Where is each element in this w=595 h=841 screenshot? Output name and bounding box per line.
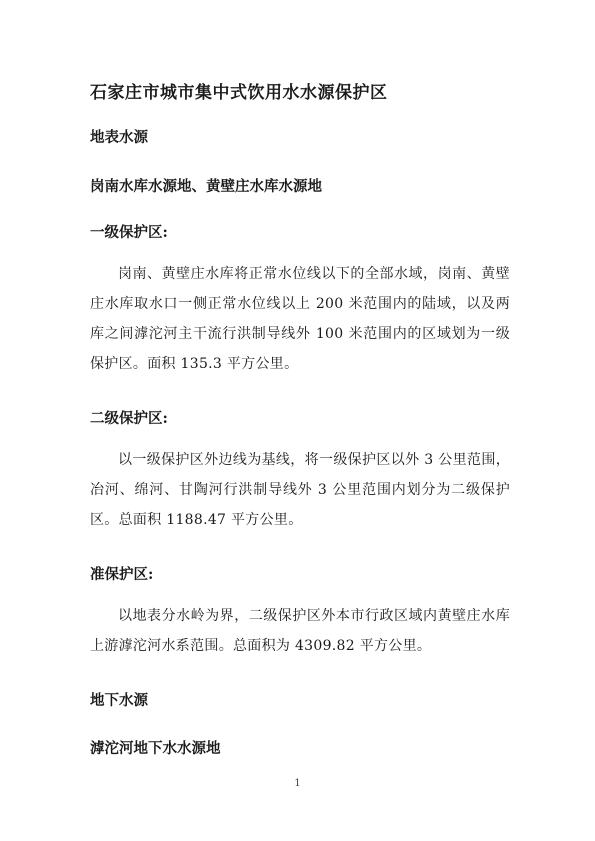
- subsection-heading-reservoir-sources: 岗南水库水源地、黄壁庄水库水源地: [90, 178, 322, 195]
- paragraph-level2-protection-zone: 以一级保护区外边线为基线，将一级保护区以外 3 公里范围，冶河、绵河、甘陶河行洪制导线外 3 公里范围内划分为二级保护区。总面积 1188.47 平方公里。: [90, 452, 510, 528]
- heading-quasi-protection-zone: 准保护区:: [90, 566, 154, 583]
- heading-level2-protection-zone: 二级保护区:: [90, 410, 168, 427]
- document-title: 石家庄市城市集中式饮用水水源保护区: [90, 83, 388, 103]
- paragraph-quasi-protection-zone: 以地表分水岭为界，二级保护区外本市行政区域内黄壁庄水库上游滹沱河水系范围。总面积为 4309.82 平方公里。: [90, 608, 510, 654]
- page-number: 1: [294, 778, 301, 789]
- section-heading-surface-water: 地表水源: [90, 129, 148, 146]
- section-heading-ground-water: 地下水源: [90, 692, 148, 709]
- heading-level1-protection-zone: 一级保护区:: [90, 224, 168, 241]
- paragraph-level1-protection-zone: 岗南、黄壁庄水库将正常水位线以下的全部水域，岗南、黄壁庄水库取水口一侧正常水位线以上 200 米范围内的陆域，以及两库之间滹沱河主干流行洪制导线外 100 米范围内的区域划为一级保护区。面积 135.3 平方公里。: [90, 266, 510, 372]
- subsection-heading-hutuo-river-source: 滹沱河地下水水源地: [90, 740, 221, 757]
